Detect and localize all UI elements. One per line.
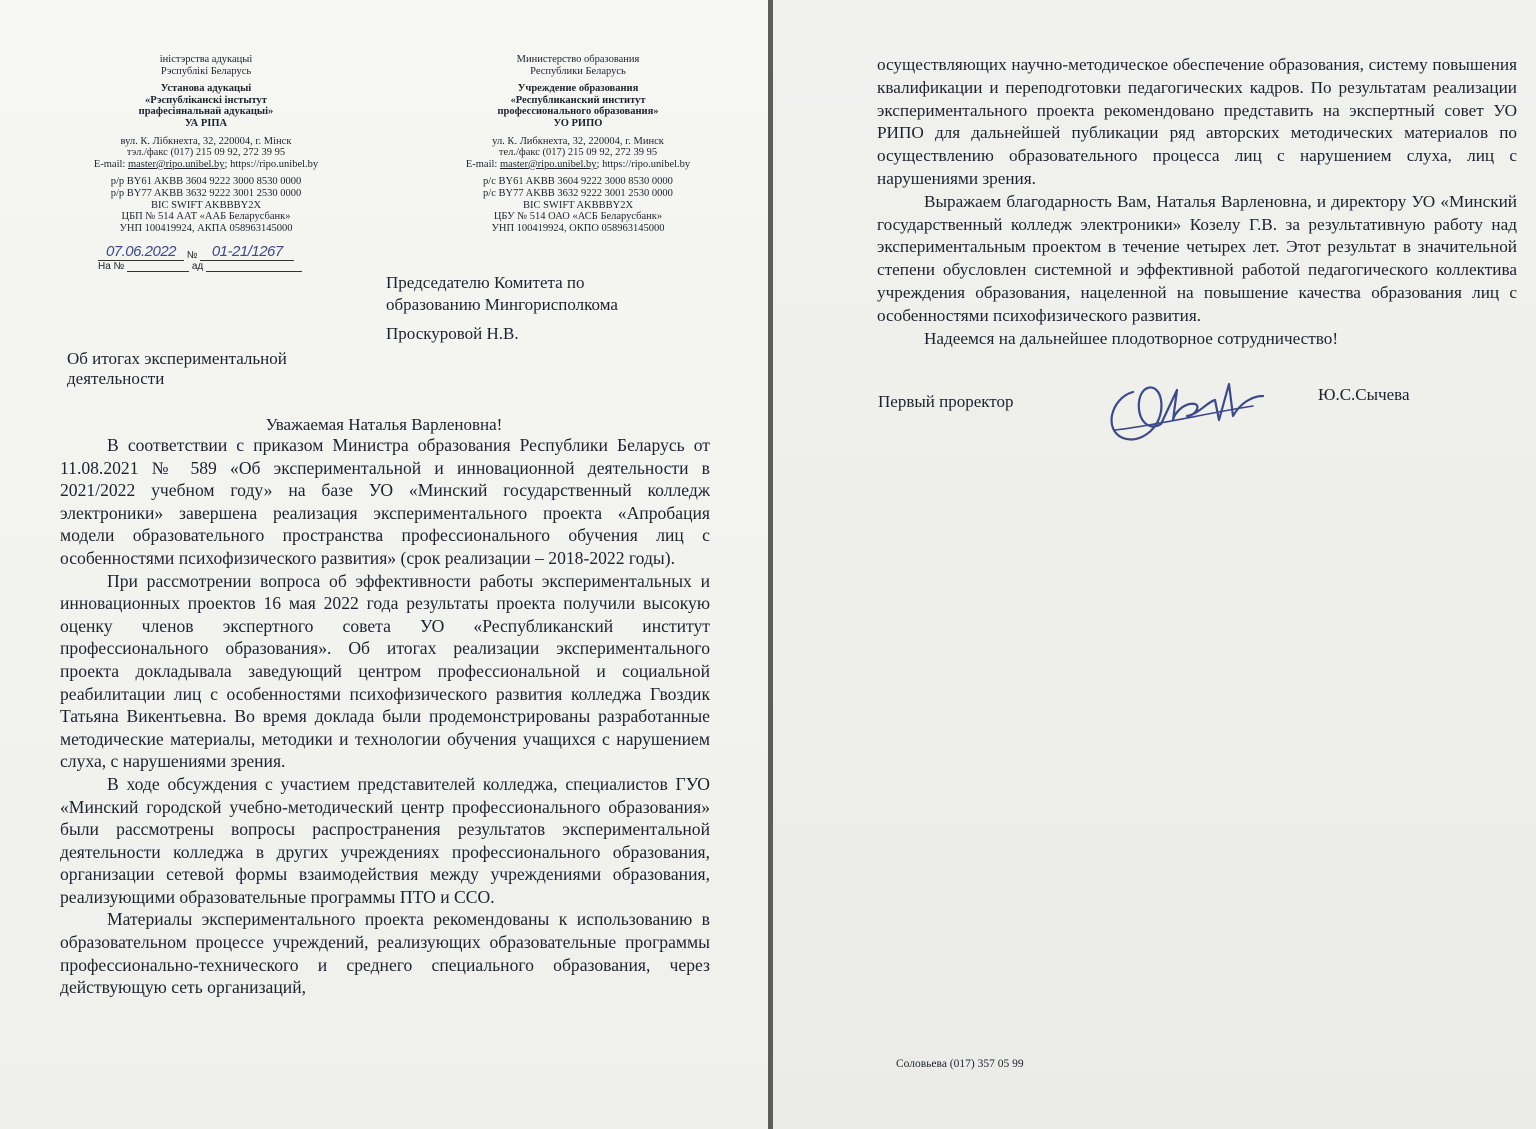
bank-account-by-2: р/р BY77 AKBB 3632 9222 3001 2530 0000: [110, 187, 302, 199]
subject-block: [67, 349, 287, 389]
body-paragraph: В ходе обсуждения с участием представителей колледжа, специалистов ГУО «Минский городской учебно-методический центр профессионального образования» были рассмотрены вопросы распространения результатов экспериментальной деятельности колледжа в других учреждениях профессионального образования, организации сетевой формы взаимодействия между учреждениями образования, реализующими образовательные программы ПТО и ССО.: [60, 773, 710, 907]
bank-account-ru-2: р/с BY77 AKBB 3632 9222 3001 2530 0000: [483, 187, 673, 199]
executor-contact: Соловьева (017) 357 05 99: [896, 1058, 1024, 1070]
subject-line-2: деятельности: [67, 369, 165, 388]
email-label-ru: E-mail:: [465, 158, 500, 170]
signatory-title: Первый проректор: [878, 392, 1014, 411]
body-paragraph: Надеемся на дальнейшее плодотворное сотрудничество!: [924, 328, 1339, 348]
addressee-block: [386, 272, 618, 345]
unp-by: УНП 100419924, АКПА 058963145000: [119, 222, 293, 234]
org-short-ru: УО РИПО: [553, 117, 603, 129]
bank-by: ЦБП № 514 ААТ «ААБ Беларусбанк»: [121, 211, 291, 223]
addressee-line-2: образованию Мингорисполкома: [386, 295, 618, 314]
registration-number: 01-21/1267: [211, 243, 283, 260]
registration-number-label: №: [186, 250, 198, 261]
registration-date: 07.06.2022: [105, 243, 177, 260]
org-type-by: Установа адукацыі: [160, 83, 252, 95]
address-by: вул. К. Лібкнехта, 32, 220004, г. Мінск: [120, 135, 292, 147]
org-short-by: УА РІПА: [184, 117, 228, 129]
org-name-by-2: прафесіянальнай адукацыі»: [138, 106, 274, 118]
email-link-by[interactable]: master@ripo.unibel.by: [127, 158, 225, 170]
country-name-by: Рэспублікі Беларусь: [160, 65, 252, 77]
ministry-name-ru: Министерство образования: [516, 54, 640, 65]
body-paragraph: Материалы экспериментального проекта рекомендованы к использованию в образовательном процессе учреждений, реализующих образовательные программы профессионально-технического и среднего специального образования, через действующую сеть организаций,: [60, 909, 710, 998]
body-paragraph: При рассмотрении вопроса об эффективности работы экспериментальных и инновационных проектов 16 мая 2022 года результаты проекта получили высокую оценку членов экспертного совета УО «Республиканский институт профессионального образования». Об итогах реализации экспериментального проекта докладывала заведующий центром профессиональной и социальной реабилитации лиц с особенностями психофизического развития колледжа Гвоздик Татьяна Викентьевна. Во время доклада были продемонстрированы разработанные методические материалы, методики и технологии обучения учащихся с нарушением слуха, с нарушениями зрения.: [60, 570, 710, 772]
letter-body-page-2: [877, 54, 1517, 350]
registration-line: [98, 243, 294, 261]
org-name-ru-2: профессионального образования»: [497, 106, 659, 118]
reply-on-label: На №: [98, 261, 125, 272]
addressee-line-1: Председателю Комитета по: [386, 273, 585, 292]
body-paragraph-continued: осуществляющих научно-методическое обеспечение образования, систему повышения квалификации и переподготовки педагогических кадров. По результатам реализации экспериментального проекта рекомендовано представить на экспертный совет УО РИПО для дальнейшей публикации ряд авторских методических материалов по осуществлению образовательного процесса лиц с нарушением слуха, лиц с нарушениями зрения.: [877, 55, 1517, 188]
letter-body-page-1: [60, 434, 710, 999]
bank-ru: ЦБУ № 514 ОАО «АСБ Беларусбанк»: [493, 211, 663, 223]
bic-ru: BIC SWIFT AKBBBY2X: [522, 199, 634, 211]
org-name-by-1: «Рэспубліканскі інстытут: [145, 94, 267, 106]
letter-page-2: [773, 0, 1536, 1129]
subject-line-1: Об итогах экспериментальной: [67, 349, 287, 368]
contacts-ru: [428, 159, 728, 171]
addressee-line-3: Проскуровой Н.В.: [386, 324, 519, 343]
email-label-by: E-mail:: [93, 158, 128, 170]
handwritten-signature: [1103, 372, 1273, 447]
ministry-name-by: іністэрства адукацыі: [159, 54, 253, 65]
org-type-ru: Учреждение образования: [517, 83, 639, 95]
contacts-by: [56, 159, 356, 171]
reply-line: [98, 261, 302, 272]
body-paragraph: В соответствии с приказом Министра образования Республики Беларусь от 11.08.2021 № 589 «Об экспериментальной и инновационной деятельности в 2021/2022 учебном году» на базе УО «Минский государственный колледж электроники» завершена реализация экспериментального проекта «Апробация модели образовательного пространства профессионального обучения лиц с особенностями психофизического развития» (срок реализации – 2018-2022 годы).: [60, 435, 710, 568]
phone-by: тэл./факс (017) 215 09 92, 272 39 95: [126, 147, 286, 159]
website-by: ; https://ripo.unibel.by: [224, 158, 319, 170]
org-name-ru-1: «Республиканский институт: [510, 94, 646, 106]
body-paragraph: Выражаем благодарность Вам, Наталья Варленовна, и директору УО «Минский государственный колледж электроники» Козелу Г.В. за результативную работу над экспериментальным проектом в течение четырех лет. Этот результат в значительной степени обусловлен системной и эффективной работой педагогического коллектива учреждения образования, нацеленной на повышение качества образования лиц с особенностями психофизического развития.: [877, 191, 1517, 325]
unp-ru: УНП 100419924, ОКПО 058963145000: [491, 222, 665, 234]
address-ru: ул. К. Либкнехта, 32, 220004, г. Минск: [492, 135, 664, 147]
country-name-ru: Республики Беларусь: [530, 65, 626, 77]
bank-account-by-1: р/р BY61 AKBB 3604 9222 3000 8530 0000: [110, 176, 302, 188]
letterhead-russian: [428, 54, 728, 234]
email-link-ru[interactable]: master@ripo.unibel.by: [499, 158, 597, 170]
website-ru: ; https://ripo.unibel.by: [596, 158, 691, 170]
greeting: Уважаемая Наталья Варленовна!: [265, 415, 503, 434]
signatory-name: Ю.С.Сычева: [1318, 385, 1410, 404]
phone-ru: тел./факс (017) 215 09 92, 272 39 95: [498, 147, 658, 159]
letterhead-belarusian: [56, 54, 356, 234]
bic-by: BIC SWIFT AKBBBY2X: [150, 199, 262, 211]
reply-from-label: ад: [191, 261, 204, 272]
bank-account-ru-1: р/с BY61 AKBB 3604 9222 3000 8530 0000: [483, 176, 673, 188]
